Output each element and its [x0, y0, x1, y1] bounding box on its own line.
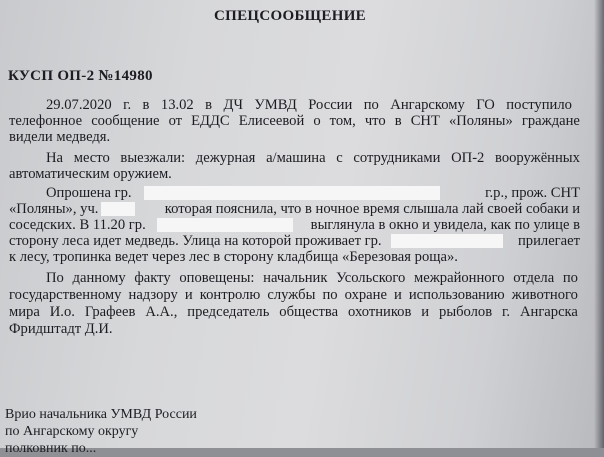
para4-line4: Фридштадт Д.И. — [9, 321, 113, 337]
para2-line2: автоматическим оружием. — [9, 166, 172, 182]
redacted-name — [391, 234, 503, 248]
para3-line2: «Поляны», уч. которая пояснила, что в ночное время слышала лай своей собаки и — [9, 201, 580, 217]
para4-line3: мира И.о. Графеев А.А., председатель общества охотников и рыболов г. Ангарска — [9, 304, 578, 320]
redacted-name — [157, 218, 293, 232]
para1-line2: телефонное сообщение от ЕДДС Елисеевой о том, что в СНТ «Поляны» граждане — [9, 113, 580, 129]
para3-line1: Опрошена гр. г.р., прож. СНТ — [46, 185, 580, 201]
para1-line1: 29.07.2020 г. в 13.02 в ДЧ УМВД России по Ангарскому ГО поступило — [46, 97, 572, 113]
para1-line3: видели медведя. — [9, 129, 111, 145]
para3-line5: к лесу, тропинка ведет через лес в сторону кладбища «Березовая роща». — [9, 249, 458, 265]
signature-district: по Ангарскому округу — [5, 424, 139, 439]
page-edge-shadow — [594, 0, 604, 448]
para3-line3: соседских. В 11.20 гр. выглянула в окно и увидела, как по улице в — [9, 217, 580, 233]
document-title: СПЕЦСООБЩЕНИЕ — [214, 8, 366, 24]
para3-line4: сторону леса идет медведь. Улица на которой проживает гр. прилегает — [9, 233, 580, 249]
para4-line2: государственному надзору и контролю службы по охране и использованию животного — [9, 287, 578, 303]
redacted-name — [144, 186, 440, 200]
signature-rank: полковник по... — [5, 441, 97, 456]
redacted-plot-number — [101, 202, 135, 216]
signature-position: Врио начальника УМВД России — [5, 407, 197, 422]
para4-line1: По данному факту оповещены: начальник Усольского межрайонного отдела по — [46, 270, 578, 286]
para2-line1: На место выезжали: дежурная а/машина с сотрудниками ОП-2 вооружённых — [46, 150, 580, 166]
registration-number: КУСП ОП-2 №14980 — [8, 68, 153, 84]
